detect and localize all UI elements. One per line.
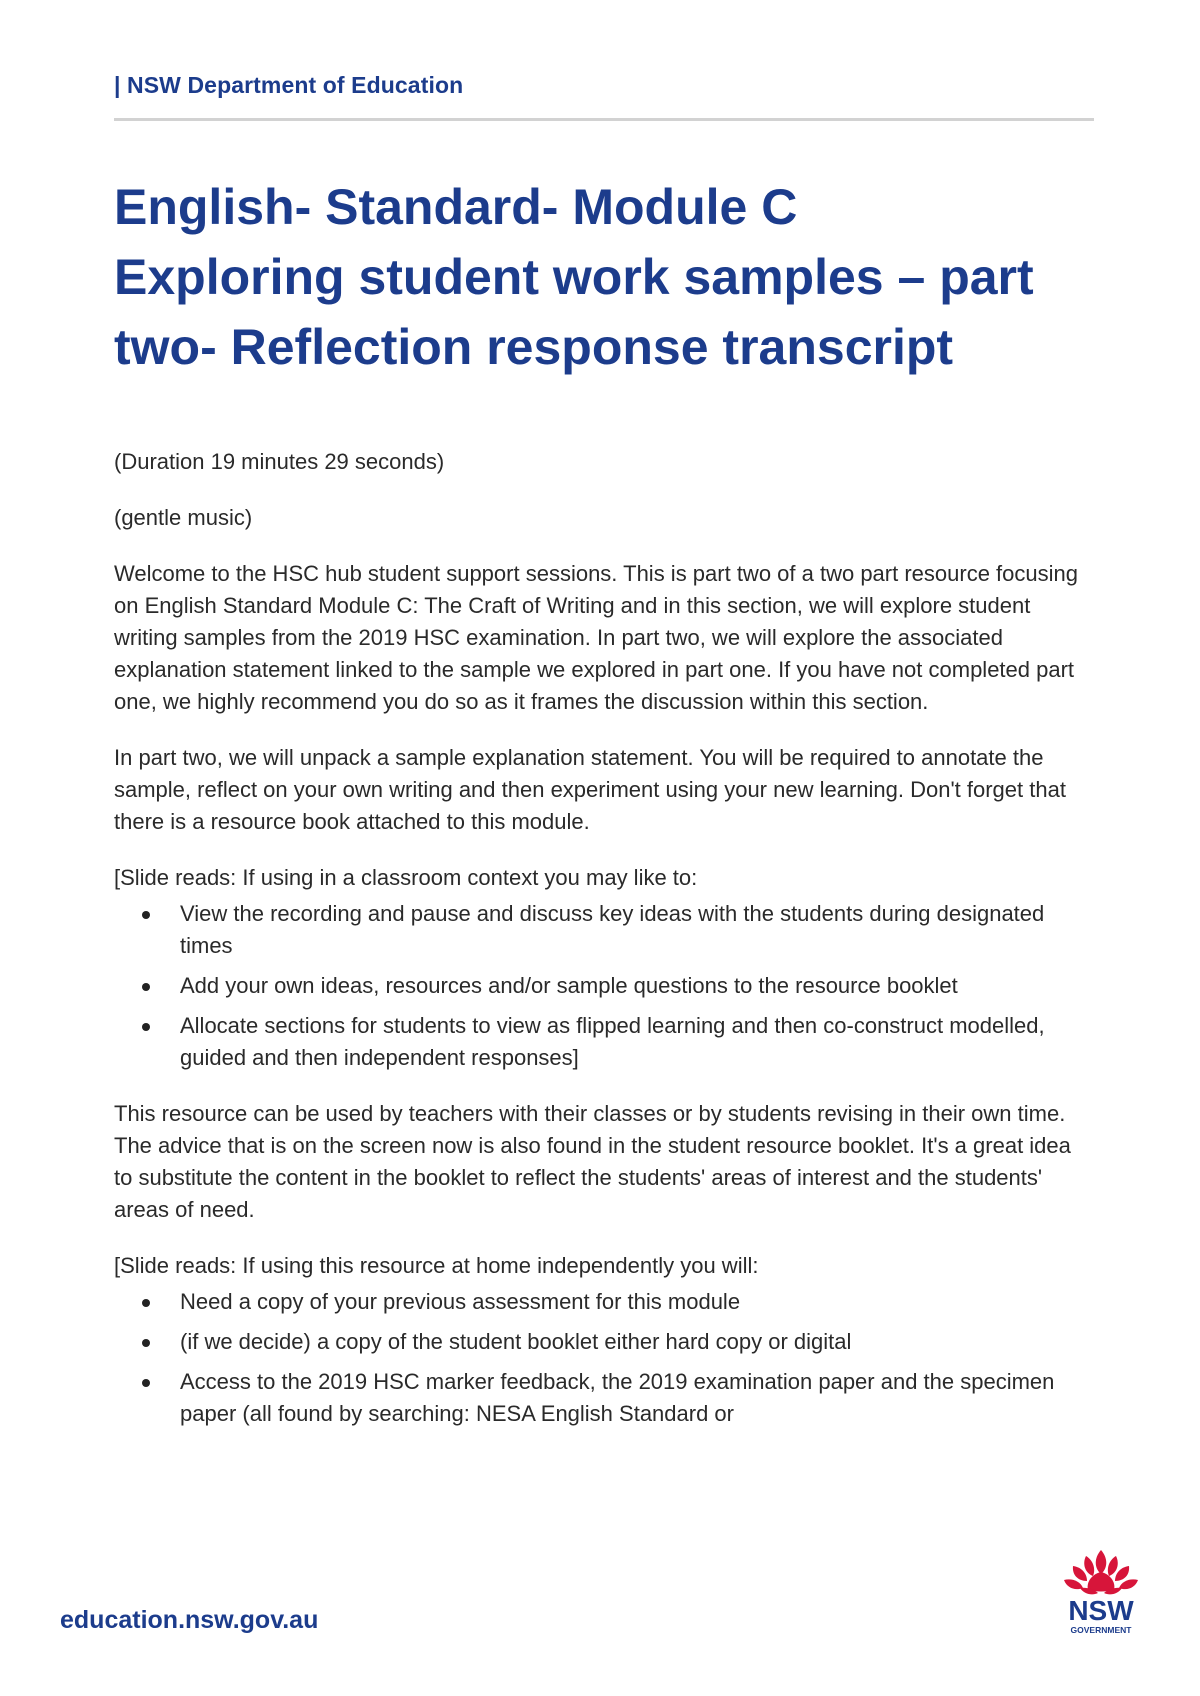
list-item-text: Add your own ideas, resources and/or sample questions to the resource booklet (180, 973, 958, 998)
bullet-icon (142, 1023, 150, 1031)
list-item-text: Allocate sections for students to view as flipped learning and then co-construct modelled, guided and then independent responses] (180, 1013, 1045, 1070)
paragraph-intro: Welcome to the HSC hub student support sessions. This is part two of a two part resource focusing on English Standard Module C: The Craft of Writing and in this section, we will explore student writing samples from the 2019 HSC examination. In part two, we will explore the associated explanation statement linked to the sample we explored in part one. If you have not completed part one, we highly recommend you do so as it frames the discussion within this section. (114, 561, 1078, 714)
bullet-icon (142, 1299, 150, 1307)
logo-wordmark: NSW (1068, 1595, 1134, 1626)
slide-home-list (114, 1286, 1094, 1430)
page-header (114, 72, 1094, 99)
paragraph-part-two: In part two, we will unpack a sample explanation statement. You will be required to annotate the sample, reflect on your own writing and then experiment using your new learning. Don't forget that there is a resource book attached to this module. (114, 745, 1066, 834)
list-item (114, 1326, 1094, 1358)
title-line-2: Exploring student work samples – part (114, 249, 1034, 305)
document-title (114, 172, 1114, 382)
music-cue: (gentle music) (114, 505, 253, 530)
bullet-icon (142, 911, 150, 919)
list-item (114, 1286, 1094, 1318)
bullet-icon (142, 1379, 150, 1387)
slide-home-intro: [Slide reads: If using this resource at home independently you will: (114, 1253, 759, 1278)
list-item-text: Need a copy of your previous assessment for this module (180, 1289, 741, 1314)
list-item-text: Access to the 2019 HSC marker feedback, the 2019 examination paper and the specimen paper (all found by searching: NESA English Standard or (180, 1369, 1055, 1426)
logo-subtext: GOVERNMENT (1070, 1625, 1132, 1635)
slide-classroom-intro: [Slide reads: If using in a classroom context you may like to: (114, 865, 698, 890)
waratah-flower (1064, 1550, 1138, 1594)
list-item-text: View the recording and pause and discuss key ideas with the students during designated times (180, 901, 1045, 958)
header-department: | NSW Department of Education (114, 72, 464, 98)
list-item (114, 1366, 1094, 1430)
list-item (114, 898, 1094, 962)
paragraph-resource-usage: This resource can be used by teachers with their classes or by students revising in their own time. The advice that is on the screen now is also found in the student resource booklet. It's a great idea to substitute the content in the booklet to reflect the students' areas of interest and the students' areas of need. (114, 1101, 1071, 1222)
nsw-waratah-logo-icon (1056, 1544, 1146, 1644)
slide-classroom-list (114, 898, 1094, 1074)
duration-text: (Duration 19 minutes 29 seconds) (114, 449, 445, 474)
header-divider (114, 118, 1094, 121)
list-item (114, 1010, 1094, 1074)
title-line-3: two- Reflection response transcript (114, 319, 954, 375)
footer-website: education.nsw.gov.au (60, 1606, 319, 1634)
bullet-icon (142, 1339, 150, 1347)
list-item (114, 970, 1094, 1002)
title-line-1: English- Standard- Module C (114, 179, 798, 235)
list-item-text: (if we decide) a copy of the student booklet either hard copy or digital (180, 1329, 852, 1354)
bullet-icon (142, 983, 150, 991)
transcript-body (114, 446, 1094, 1454)
